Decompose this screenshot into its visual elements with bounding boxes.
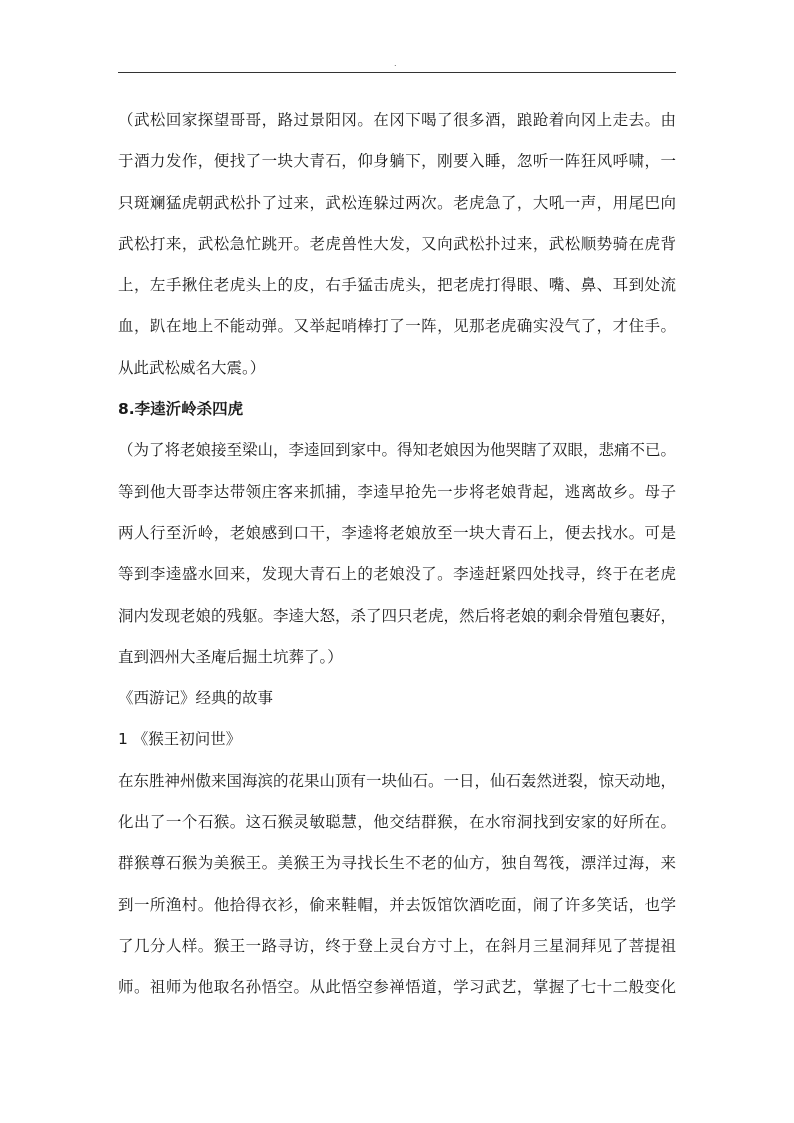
paragraph-line: 于酒力发作，便找了一块大青石，仰身躺下，刚要入睡，忽听一阵狂风呼啸，一 [118, 152, 676, 171]
section-heading: 《西游记》经典的故事 [118, 689, 274, 708]
page-body [118, 100, 676, 1009]
paragraph-line: （为了将老娘接至梁山，李逵回到家中。得知老娘因为他哭瞎了双眼，悲痛不已。 [118, 441, 676, 460]
paragraph-line: 等到李逵盛水回来，发现大青石上的老娘没了。李逵赶紧四处找寻，终于在老虎 [118, 565, 676, 584]
paragraph-line: 等到他大哥李达带领庄客来抓捕，李逵早抢先一步将老娘背起，逃离故乡。母子 [118, 482, 676, 501]
paragraph-line: 武松打来，武松急忙跳开。老虎兽性大发，又向武松扑过来，武松顺势骑在虎背 [118, 234, 676, 253]
section-heading: 8.李逵沂岭杀四虎 [118, 400, 244, 419]
paragraph-line: 到一所渔村。他拾得衣衫，偷来鞋帽，并去饭馆饮酒吃面，闹了许多笑话，也学 [118, 895, 676, 914]
paragraph-line: 在东胜神州傲来国海滨的花果山顶有一块仙石。一日，仙石轰然迸裂，惊天动地， [118, 771, 676, 790]
paragraph-line: 两人行至沂岭，老娘感到口干，李逵将老娘放至一块大青石上，便去找水。可是 [118, 523, 676, 542]
paragraph-line: 了几分人样。猴王一路寻访，终于登上灵台方寸上，在斜月三星洞拜见了菩提祖 [118, 936, 676, 955]
paragraph-line: 只斑斓猛虎朝武松扑了过来，武松连躲过两次。老虎急了，大吼一声，用尾巴向 [118, 193, 676, 212]
paragraph-line: （武松回家探望哥哥，路过景阳冈。在冈下喝了很多酒，踉跄着向冈上走去。由 [118, 111, 676, 129]
paragraph-line: 群猴尊石猴为美猴王。美猴王为寻找长生不老的仙方，独自驾筏，漂洋过海，来 [118, 854, 676, 873]
story-title: 1 《猴王初问世》 [118, 730, 242, 749]
paragraph-line: 血，趴在地上不能动弹。又举起哨棒打了一阵，见那老虎确实没气了，才住手。 [118, 317, 676, 336]
paragraph-line: 直到泗州大圣庵后掘土坑葬了。） [118, 647, 343, 666]
header-mark: . [394, 59, 397, 68]
paragraph-line: 从此武松威名大震。） [118, 358, 266, 377]
paragraph-line: 师。祖师为他取名孙悟空。从此悟空参禅悟道，学习武艺，掌握了七十二般变化 [118, 978, 676, 997]
paragraph-line: 上，左手揪住老虎头上的皮，右手猛击虎头，把老虎打得眼、嘴、鼻、耳到处流 [118, 276, 676, 295]
paragraph-line: 化出了一个石猴。这石猴灵敏聪慧，他交结群猴，在水帘洞找到安家的好所在。 [118, 813, 676, 832]
header-rule [118, 72, 676, 73]
paragraph-line: 洞内发现老娘的残躯。李逵大怒，杀了四只老虎，然后将老娘的剩余骨殖包裹好， [118, 606, 676, 625]
